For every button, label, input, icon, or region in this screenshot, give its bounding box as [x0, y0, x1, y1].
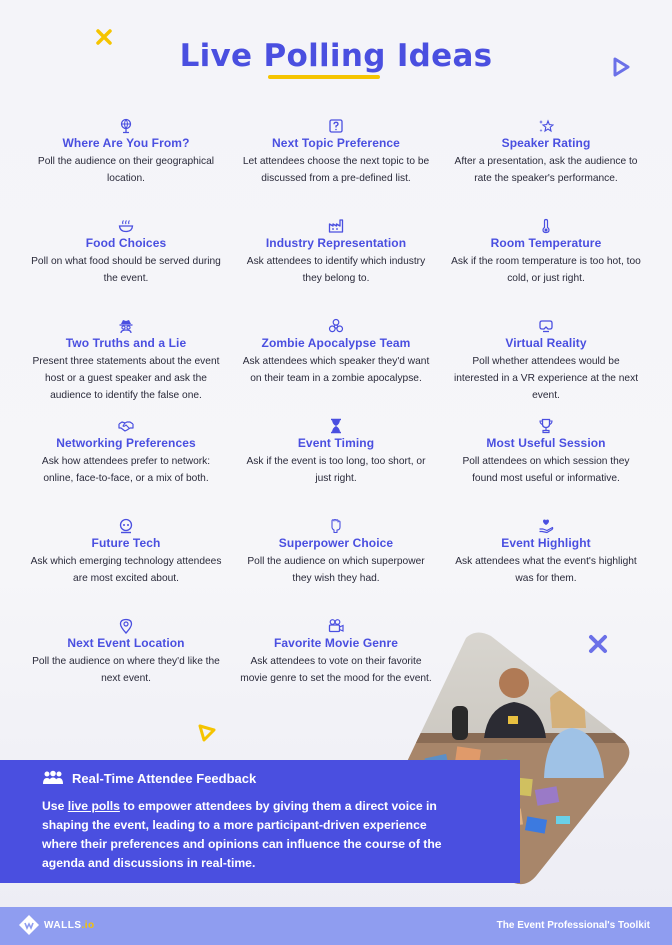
idea-description: Ask attendees to identify which industry they belong to.	[246, 256, 426, 284]
feedback-body	[42, 797, 442, 873]
idea-description: Ask which emerging technology attendees are most excited about.	[30, 556, 222, 584]
stars-icon	[538, 118, 554, 134]
factory-icon	[328, 218, 344, 234]
idea-description: Ask attendees which speaker they'd want on their team in a zombie apocalypse.	[242, 356, 430, 384]
idea-title: Speaker Rating	[501, 136, 591, 150]
idea-description: Poll attendees on which session they found most useful or informative.	[462, 456, 630, 484]
logo-main: WALLS	[44, 919, 82, 931]
idea-description: After a presentation, ask the audience to rate the speaker's performance.	[454, 156, 638, 184]
logo-text	[44, 920, 95, 931]
footer-tagline: The Event Professional's Toolkit	[496, 920, 650, 931]
yellow-triangle-icon	[196, 722, 218, 744]
page-title: Live Polling Ideas	[179, 38, 493, 74]
vr-headset-icon	[538, 318, 554, 334]
robot-icon	[118, 518, 134, 534]
idea-title: Where Are You From?	[62, 136, 190, 150]
location-pin-icon	[118, 618, 134, 634]
idea-description: Poll on what food should be served during the event.	[31, 256, 221, 284]
feedback-panel	[0, 760, 520, 883]
idea-description: Poll the audience on their geographical location.	[37, 156, 215, 184]
question-box-icon	[328, 118, 344, 134]
idea-card	[21, 518, 231, 618]
idea-card	[231, 118, 441, 218]
idea-title: Industry Representation	[265, 236, 407, 250]
idea-title: Room Temperature	[490, 236, 602, 250]
feedback-body-end: to empower attendees by giving them a direct voice in shaping the event, leading to a more participant-driven experience where their preferences and opinions can influence the course of the agenda and discussions in real-time.	[42, 799, 442, 870]
idea-title: Next Topic Preference	[272, 136, 400, 150]
idea-card	[441, 518, 651, 618]
idea-description: Poll whether attendees would be interested in a VR experience at the next event.	[453, 356, 639, 401]
idea-card	[21, 218, 231, 318]
idea-description: Ask attendees what the event's highlight was for them.	[455, 556, 637, 584]
idea-title: Two Truths and a Lie	[65, 336, 187, 350]
people-icon	[42, 770, 64, 786]
idea-title: Superpower Choice	[278, 536, 394, 550]
idea-card	[441, 218, 651, 318]
idea-description: Present three statements about the event host or a guest speaker and ask the audience to identify the false one.	[32, 356, 220, 401]
idea-card	[231, 218, 441, 318]
idea-description: Let attendees choose the next topic to be discussed from a pre-defined list.	[242, 156, 430, 184]
idea-title: Event Highlight	[501, 536, 591, 550]
feedback-body-start: Use	[42, 799, 68, 813]
idea-card	[21, 418, 231, 518]
walls-logo-icon	[18, 914, 40, 936]
idea-card	[21, 318, 231, 418]
idea-title: Networking Preferences	[56, 436, 196, 450]
movie-camera-icon	[328, 618, 344, 634]
walls-logo[interactable]	[18, 914, 95, 936]
idea-title: Most Useful Session	[486, 436, 606, 450]
idea-title: Food Choices	[85, 236, 167, 250]
spy-icon	[118, 318, 134, 334]
title-underline	[268, 75, 380, 79]
live-polls-link[interactable]: live polls	[67, 799, 120, 813]
idea-title: Favorite Movie Genre	[273, 636, 399, 650]
hand-heart-icon	[538, 518, 554, 534]
handshake-icon	[118, 418, 134, 434]
fist-icon	[328, 518, 344, 534]
idea-card	[441, 318, 651, 418]
idea-description: Poll the audience on which superpower they wish they had.	[247, 556, 425, 584]
idea-card	[441, 418, 651, 518]
idea-title: Zombie Apocalypse Team	[261, 336, 411, 350]
yellow-x-icon	[95, 28, 113, 46]
idea-card	[21, 618, 231, 718]
hourglass-icon	[328, 418, 344, 434]
play-triangle-icon	[610, 56, 632, 78]
globe-icon	[118, 118, 134, 134]
idea-description: Ask how attendees prefer to network: online, face-to-face, or a mix of both.	[41, 456, 211, 484]
bowl-icon	[118, 218, 134, 234]
footer	[0, 907, 672, 945]
biohazard-icon	[328, 318, 344, 334]
idea-title: Virtual Reality	[505, 336, 587, 350]
idea-description: Ask if the event is too long, too short, or just right.	[246, 456, 426, 484]
idea-card	[231, 418, 441, 518]
idea-title: Event Timing	[297, 436, 375, 450]
idea-card	[21, 118, 231, 218]
idea-title: Future Tech	[91, 536, 161, 550]
trophy-icon	[538, 418, 554, 434]
idea-card	[441, 118, 651, 218]
idea-description: Ask if the room temperature is too hot, too cold, or just right.	[451, 256, 641, 284]
idea-title: Next Event Location	[67, 636, 185, 650]
idea-description: Ask attendees to vote on their favorite movie genre to set the mood for the event.	[240, 656, 432, 684]
idea-description: Poll the audience on where they'd like the next event.	[32, 656, 220, 684]
feedback-heading-text: Real-Time Attendee Feedback	[72, 770, 257, 786]
thermometer-icon	[538, 218, 554, 234]
idea-card	[231, 318, 441, 418]
logo-suffix: .io	[81, 919, 95, 931]
feedback-heading	[42, 770, 256, 786]
idea-card	[231, 518, 441, 618]
